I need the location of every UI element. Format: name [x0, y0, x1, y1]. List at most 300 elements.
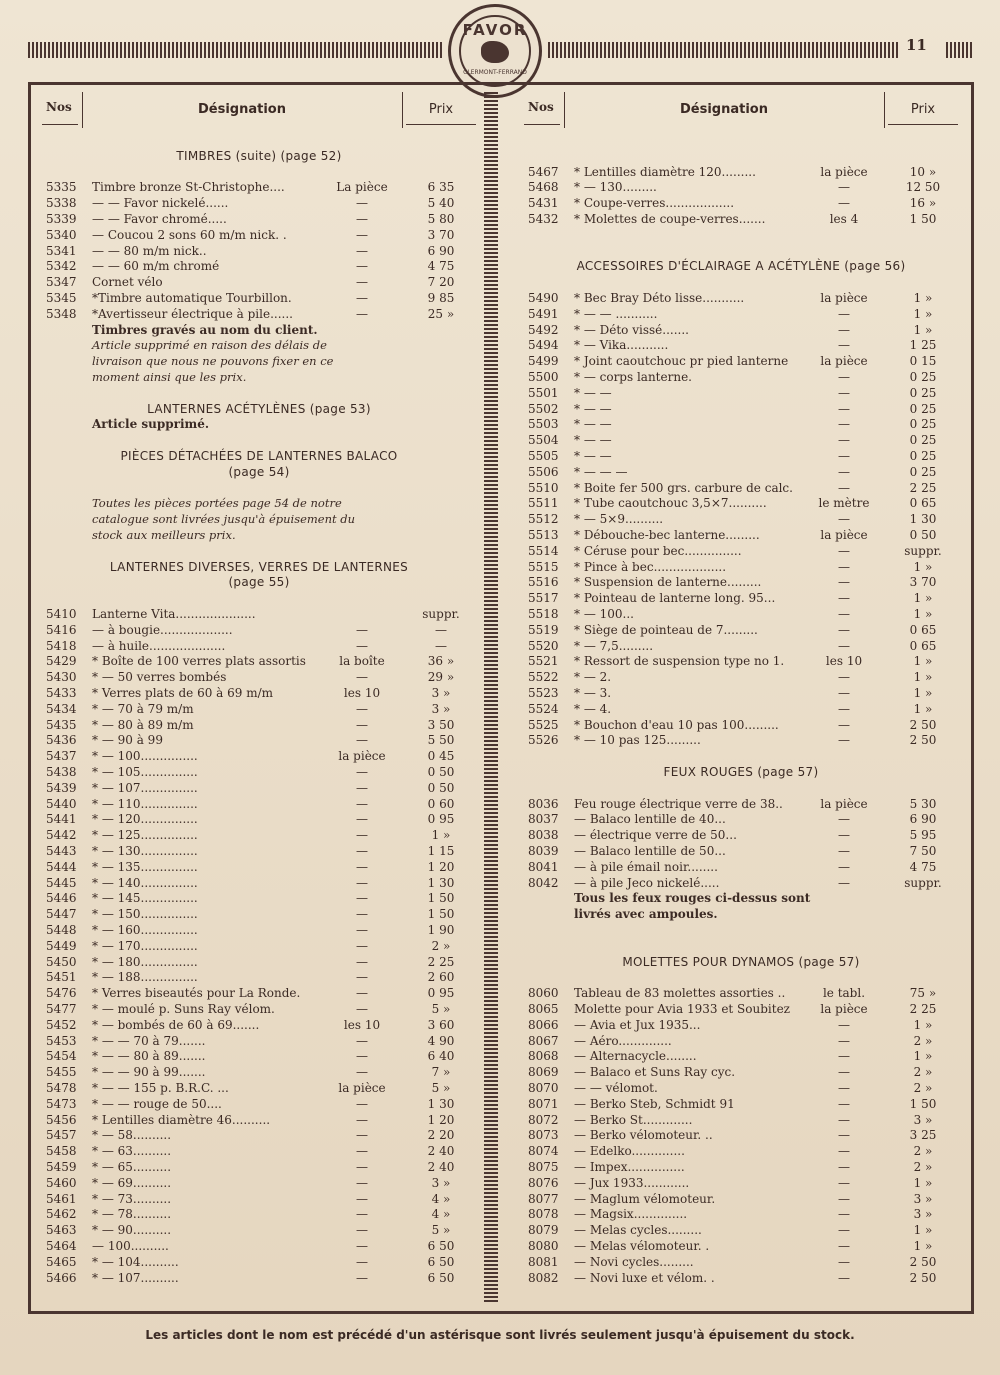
catalog-row — [524, 448, 958, 464]
catalog-price: 6 35 — [427, 180, 455, 195]
catalog-price: 3 » — [913, 1112, 933, 1127]
catalog-price: 0 25 — [909, 449, 937, 463]
section-note: Article supprimé en raison des délais de — [92, 338, 327, 353]
catalog-row — [42, 243, 476, 259]
catalog-price: 2 » — [913, 1081, 933, 1095]
catalog-unit: — — [838, 322, 850, 337]
catalog-unit: — — [838, 1049, 850, 1064]
catalog-unit: la pièce — [820, 291, 868, 305]
catalog-desc: * — — 80 à 89....... — [92, 1049, 206, 1064]
header-num: Nos — [46, 100, 72, 114]
header-underline — [524, 124, 560, 125]
catalog-unit: — — [838, 670, 850, 685]
catalog-price: 2 40 — [427, 1160, 455, 1174]
catalog-num: 5518 — [528, 607, 559, 621]
catalog-unit: — — [838, 1175, 850, 1190]
catalog-price: 0 25 — [909, 370, 937, 384]
catalog-desc: * Verres plats de 60 à 69 m/m — [92, 686, 274, 700]
page-number: 11 — [906, 36, 927, 54]
catalog-price: 0 95 — [427, 812, 455, 827]
catalog-unit: — — [356, 938, 368, 953]
catalog-num: 5522 — [528, 670, 559, 685]
section-text: Article supprimé. — [92, 417, 210, 432]
catalog-row — [524, 432, 958, 448]
catalog-unit: les 4 — [829, 212, 859, 226]
section-note: Toutes les pièces portées page 54 de notre — [92, 496, 342, 511]
catalog-row — [42, 1112, 476, 1128]
catalog-num: 5513 — [528, 528, 559, 542]
catalog-unit: — — [356, 875, 368, 890]
catalog-num: 5456 — [46, 1112, 77, 1127]
catalog-row — [42, 732, 476, 748]
header-price: Prix — [428, 102, 454, 117]
header-designation: Désignation — [680, 102, 768, 117]
catalog-unit: — — [356, 812, 368, 827]
catalog-price: 2 25 — [909, 480, 937, 495]
catalog-desc: * — 160............... — [92, 923, 198, 937]
catalog-num: 5440 — [46, 796, 77, 811]
catalog-desc: * — — ........... — [574, 306, 658, 321]
catalog-desc: — — Favor nickelé...... — [92, 196, 229, 211]
catalog-unit: — — [838, 1144, 850, 1159]
catalog-num: 5443 — [46, 844, 77, 858]
catalog-row — [524, 843, 958, 859]
catalog-num: 5502 — [528, 401, 559, 416]
catalog-desc: * — 130............... — [92, 844, 198, 858]
catalog-price: 4 » — [431, 1191, 451, 1206]
catalog-unit: — — [838, 701, 850, 716]
catalog-price: 3 25 — [909, 1128, 937, 1143]
catalog-num: 8042 — [528, 875, 559, 890]
catalog-desc: * — 65.......... — [92, 1160, 172, 1174]
catalog-row — [524, 622, 958, 638]
catalog-desc: — — 80 m/m nick.. — [92, 243, 207, 258]
catalog-unit: — — [356, 923, 368, 937]
catalog-row — [42, 764, 476, 780]
catalog-price: 7 50 — [909, 844, 937, 858]
catalog-unit: — — [356, 622, 368, 637]
catalog-desc: — Melas vélomoteur. . — [574, 1239, 710, 1253]
catalog-row — [524, 369, 958, 385]
catalog-row — [524, 306, 958, 322]
catalog-num: 5434 — [46, 701, 77, 716]
catalog-price: 2 » — [431, 938, 451, 953]
catalog-unit: — — [356, 780, 368, 795]
catalog-num: 8073 — [528, 1128, 559, 1143]
catalog-num: 5448 — [46, 923, 77, 937]
catalog-price: 0 25 — [909, 385, 937, 400]
catalog-desc: * — 100... — [574, 607, 634, 621]
catalog-unit: — — [838, 385, 850, 400]
catalog-row — [524, 1238, 958, 1254]
catalog-desc: Tableau de 83 molettes assorties .. — [574, 986, 786, 1001]
catalog-row — [42, 875, 476, 891]
catalog-row — [524, 1191, 958, 1207]
catalog-row — [42, 1270, 476, 1286]
catalog-num: 5524 — [528, 701, 559, 716]
catalog-num: 5439 — [46, 780, 77, 795]
header-separator — [884, 92, 885, 128]
catalog-unit: — — [838, 717, 850, 732]
catalog-unit: — — [838, 1223, 850, 1238]
catalog-row — [42, 606, 476, 622]
catalog-unit: — — [356, 844, 368, 858]
catalog-unit: — — [356, 1033, 368, 1048]
catalog-unit: la pièce — [820, 354, 868, 369]
catalog-num: 5501 — [528, 385, 559, 400]
catalog-price: 1 » — [913, 1239, 933, 1253]
catalog-unit: — — [356, 907, 368, 922]
section-heading: (page 55) — [228, 575, 290, 590]
catalog-desc: * Siège de pointeau de 7......... — [574, 622, 758, 637]
catalog-unit: — — [838, 638, 850, 653]
catalog-price: suppr. — [422, 607, 460, 621]
catalog-row — [524, 559, 958, 575]
catalog-row — [42, 890, 476, 906]
catalog-price: 5 40 — [427, 196, 455, 211]
catalog-row — [42, 969, 476, 985]
section-heading: MOLETTES POUR DYNAMOS (page 57) — [622, 954, 860, 969]
catalog-desc: — Impex............... — [574, 1160, 685, 1174]
catalog-desc: * — 63.......... — [92, 1144, 172, 1159]
catalog-desc: — à bougie................... — [92, 622, 233, 637]
catalog-desc: *Avertisseur électrique à pile...... — [92, 306, 293, 321]
catalog-desc: * — 5×9.......... — [574, 512, 664, 527]
column-divider — [484, 92, 498, 1304]
header-num: Nos — [528, 100, 554, 114]
catalog-row — [42, 195, 476, 211]
catalog-num: 5515 — [528, 559, 559, 574]
section-heading: FEUX ROUGES (page 57) — [663, 765, 819, 779]
catalog-row — [524, 1127, 958, 1143]
catalog-price: 4 75 — [427, 259, 455, 274]
catalog-price: 2 50 — [909, 733, 937, 748]
catalog-num: 8069 — [528, 1065, 559, 1080]
catalog-unit: — — [356, 1049, 368, 1064]
catalog-price: 0 65 — [909, 638, 937, 653]
catalog-price: 1 » — [913, 591, 933, 606]
catalog-desc: — Berko vélomoteur. .. — [574, 1128, 713, 1143]
catalog-num: 5477 — [46, 1002, 77, 1016]
catalog-desc: * Joint caoutchouc pr pied lanterne — [574, 354, 789, 369]
catalog-unit: — — [356, 828, 368, 843]
catalog-row — [524, 1001, 958, 1017]
catalog-unit: — — [838, 1017, 850, 1032]
catalog-price: 1 » — [913, 1049, 933, 1064]
section-text: Tous les feux rouges ci-dessus sont — [574, 891, 811, 906]
header-separator — [564, 92, 565, 128]
catalog-num: 5429 — [46, 654, 77, 669]
catalog-unit: les 10 — [343, 1017, 381, 1032]
catalog-row — [42, 1175, 476, 1191]
catalog-desc: — Balaco lentille de 50... — [574, 844, 726, 858]
catalog-num: 5348 — [46, 306, 77, 321]
catalog-num: 5347 — [46, 275, 77, 290]
catalog-price: 4 » — [431, 1207, 451, 1222]
catalog-num: 5418 — [46, 638, 77, 653]
catalog-price: 1 50 — [427, 907, 455, 922]
catalog-price: 1 50 — [909, 1096, 937, 1111]
catalog-row — [42, 827, 476, 843]
catalog-row — [42, 227, 476, 243]
catalog-unit: — — [356, 638, 368, 653]
catalog-num: 5467 — [528, 164, 559, 179]
catalog-unit: — — [356, 1270, 368, 1285]
catalog-unit: — — [838, 875, 850, 890]
catalog-num: 8082 — [528, 1270, 559, 1285]
catalog-price: 0 65 — [909, 622, 937, 637]
catalog-unit: — — [838, 464, 850, 479]
catalog-price: 2 25 — [909, 1002, 937, 1016]
catalog-price: 1 90 — [427, 923, 455, 937]
catalog-row — [42, 780, 476, 796]
catalog-price: — — [435, 622, 447, 637]
right-column-header — [524, 86, 958, 126]
catalog-unit: — — [838, 338, 850, 353]
header-rule-far-right — [946, 42, 972, 58]
catalog-unit: — — [356, 1254, 368, 1269]
catalog-desc: * — — — [574, 417, 612, 432]
catalog-num: 8072 — [528, 1112, 559, 1127]
catalog-num: 5510 — [528, 480, 559, 495]
catalog-row — [42, 843, 476, 859]
catalog-row — [42, 211, 476, 227]
catalog-desc: * — Déto vissé....... — [574, 322, 689, 337]
catalog-price: 7 20 — [427, 275, 455, 290]
catalog-unit: — — [356, 765, 368, 779]
catalog-num: 5445 — [46, 875, 77, 890]
catalog-price: 1 50 — [427, 891, 455, 906]
header-rule-left — [28, 42, 444, 58]
catalog-price: 5 95 — [909, 828, 937, 843]
catalog-desc: — Maglum vélomoteur. — [574, 1191, 716, 1206]
catalog-price: 0 95 — [427, 986, 455, 1001]
catalog-row — [524, 401, 958, 417]
catalog-unit: — — [356, 796, 368, 811]
catalog-num: 5342 — [46, 259, 77, 274]
catalog-price: 75 » — [909, 986, 937, 1001]
catalog-price: 3 70 — [909, 575, 937, 590]
logo-city: CLERMONT-FERRAND — [463, 69, 527, 76]
catalog-unit: — — [838, 1239, 850, 1253]
catalog-num: 8078 — [528, 1207, 559, 1222]
catalog-price: 36 » — [427, 654, 455, 669]
catalog-desc: * — 104.......... — [92, 1254, 179, 1269]
section-heading: ACCESSOIRES D'ÉCLAIRAGE A ACÉTYLÈNE (page 56) — [576, 259, 906, 274]
catalog-price: 0 25 — [909, 417, 937, 432]
catalog-price: 1 20 — [427, 859, 455, 874]
catalog-unit: — — [356, 243, 368, 258]
catalog-unit: — — [356, 1160, 368, 1174]
catalog-num: 8041 — [528, 859, 559, 874]
catalog-num: 5468 — [528, 180, 559, 195]
catalog-unit: — — [838, 575, 850, 590]
section-text: Timbres gravés au nom du client. — [92, 322, 318, 337]
left-column-body — [42, 132, 476, 1292]
catalog-price: 3 » — [913, 1191, 933, 1206]
catalog-desc: * — 180............... — [92, 954, 198, 969]
section-heading: LANTERNES DIVERSES, VERRES DE LANTERNES — [109, 559, 409, 574]
catalog-num: 8080 — [528, 1239, 559, 1253]
catalog-desc: — — Favor chromé..... — [92, 212, 227, 226]
catalog-num: 5430 — [46, 670, 77, 685]
catalog-unit: — — [838, 1270, 850, 1285]
catalog-num: 5500 — [528, 370, 559, 384]
catalog-row — [524, 495, 958, 511]
catalog-row — [42, 1017, 476, 1033]
catalog-row — [524, 337, 958, 353]
section-note: livraison que nous ne pouvons fixer en ce — [92, 354, 334, 369]
catalog-unit: — — [356, 1128, 368, 1143]
catalog-row — [42, 669, 476, 685]
catalog-price: 3 50 — [427, 717, 455, 732]
catalog-price: 29 » — [427, 670, 455, 685]
catalog-price: 10 » — [909, 164, 937, 179]
catalog-unit: — — [838, 196, 850, 211]
catalog-row — [524, 290, 958, 306]
header-underline — [888, 124, 958, 125]
catalog-price: suppr. — [904, 875, 942, 890]
catalog-unit: — — [356, 1239, 368, 1253]
catalog-desc: Molette pour Avia 1933 et Soubitez — [574, 1002, 790, 1016]
catalog-desc: — Alternacycle........ — [574, 1049, 697, 1064]
catalog-price: 5 50 — [427, 733, 455, 748]
catalog-unit: — — [838, 401, 850, 416]
catalog-row — [524, 653, 958, 669]
catalog-desc: * — — — — [574, 464, 628, 479]
catalog-num: 5511 — [528, 496, 559, 511]
catalog-row — [524, 1112, 958, 1128]
catalog-num: 5447 — [46, 907, 77, 922]
catalog-row — [524, 543, 958, 559]
catalog-desc: * Pointeau de lanterne long. 95... — [574, 591, 776, 606]
catalog-price: 0 50 — [427, 765, 455, 779]
left-column — [42, 86, 476, 1306]
catalog-desc: * — 80 à 89 m/m — [92, 717, 194, 732]
catalog-desc: — Jux 1933............ — [574, 1175, 690, 1190]
catalog-desc: * Bec Bray Déto lisse........... — [574, 291, 745, 305]
header-separator — [402, 92, 403, 128]
logo-brand: FAVOR — [462, 21, 528, 39]
catalog-price: 5 30 — [909, 796, 937, 811]
catalog-unit: — — [356, 733, 368, 748]
catalog-price: 2 » — [913, 1065, 933, 1080]
catalog-price: 6 90 — [427, 243, 455, 258]
catalog-num: 5465 — [46, 1254, 77, 1269]
catalog-desc: * — 125............... — [92, 828, 198, 843]
catalog-desc: * — 188............... — [92, 970, 198, 985]
catalog-row — [42, 1159, 476, 1175]
catalog-unit: — — [838, 607, 850, 621]
catalog-row — [524, 1175, 958, 1191]
catalog-row — [524, 1254, 958, 1270]
catalog-num: 5466 — [46, 1270, 77, 1285]
catalog-price: 1 25 — [909, 338, 937, 353]
catalog-unit: — — [356, 1191, 368, 1206]
catalog-desc: * — 130......... — [574, 180, 657, 195]
catalog-num: 5454 — [46, 1049, 77, 1064]
catalog-num: 5446 — [46, 891, 77, 906]
catalog-num: 8071 — [528, 1096, 559, 1111]
catalog-price: 1 » — [913, 654, 933, 669]
catalog-num: 8076 — [528, 1175, 559, 1190]
catalog-desc: * — — 70 à 79....... — [92, 1033, 206, 1048]
catalog-desc: * — — 155 p. B.R.C. ... — [92, 1081, 229, 1095]
catalog-num: 8065 — [528, 1002, 559, 1016]
catalog-num: 5494 — [528, 338, 559, 353]
catalog-price: 0 65 — [909, 496, 937, 511]
catalog-price: 6 40 — [427, 1049, 455, 1064]
catalog-num: 5345 — [46, 291, 77, 305]
catalog-row — [42, 938, 476, 954]
catalog-desc: — Berko Steb, Schmidt 91 — [574, 1096, 735, 1111]
catalog-price: 1 » — [913, 686, 933, 700]
catalog-desc: * — 145............... — [92, 891, 198, 906]
catalog-row — [524, 1143, 958, 1159]
catalog-row — [42, 1143, 476, 1159]
catalog-row — [42, 1033, 476, 1049]
catalog-desc: * — moulé p. Suns Ray vélom. — [92, 1002, 275, 1016]
catalog-num: 8070 — [528, 1081, 559, 1095]
catalog-num: 5451 — [46, 970, 77, 985]
catalog-desc: * — 10 pas 125......... — [574, 733, 701, 748]
catalog-price: 1 30 — [427, 1096, 455, 1111]
catalog-desc: * — Vika........... — [574, 338, 669, 353]
catalog-row — [524, 859, 958, 875]
catalog-price: 1 » — [913, 607, 933, 621]
catalog-unit: — — [838, 449, 850, 463]
catalog-num: 5476 — [46, 986, 77, 1001]
catalog-price: 16 » — [909, 196, 937, 211]
catalog-row — [524, 211, 958, 227]
catalog-desc: * — 2. — [574, 670, 612, 685]
catalog-row — [524, 164, 958, 180]
catalog-row — [524, 527, 958, 543]
catalog-row — [524, 179, 958, 195]
catalog-price: 3 70 — [427, 227, 455, 242]
catalog-unit: — — [838, 1065, 850, 1080]
catalog-unit: les 10 — [343, 686, 381, 700]
catalog-row — [524, 590, 958, 606]
catalog-desc: * — 105............... — [92, 765, 198, 779]
catalog-row — [42, 859, 476, 875]
catalog-desc: * Ressort de suspension type no 1. — [574, 654, 785, 669]
catalog-num: 8079 — [528, 1223, 559, 1238]
catalog-num: 8067 — [528, 1033, 559, 1048]
catalog-row — [524, 1017, 958, 1033]
catalog-unit: — — [838, 480, 850, 495]
catalog-price: 0 45 — [427, 749, 455, 764]
catalog-desc: * — 78.......... — [92, 1207, 172, 1222]
catalog-unit: — — [356, 291, 368, 305]
catalog-price: 5 » — [431, 1223, 451, 1238]
catalog-row — [524, 385, 958, 401]
catalog-num: 8039 — [528, 844, 559, 858]
catalog-row — [42, 922, 476, 938]
catalog-unit: la boîte — [339, 654, 385, 669]
catalog-desc: — Melas cycles......... — [574, 1223, 702, 1238]
catalog-unit: — — [838, 733, 850, 748]
catalog-unit: la pièce — [820, 1002, 868, 1016]
catalog-num: 5504 — [528, 433, 559, 448]
catalog-price: 0 25 — [909, 401, 937, 416]
catalog-num: 5449 — [46, 938, 77, 953]
catalog-unit: — — [838, 180, 850, 195]
catalog-desc: * — 73.......... — [92, 1191, 172, 1206]
right-column-body — [524, 132, 958, 1292]
catalog-price: 0 50 — [909, 528, 937, 542]
catalog-num: 5490 — [528, 291, 559, 305]
